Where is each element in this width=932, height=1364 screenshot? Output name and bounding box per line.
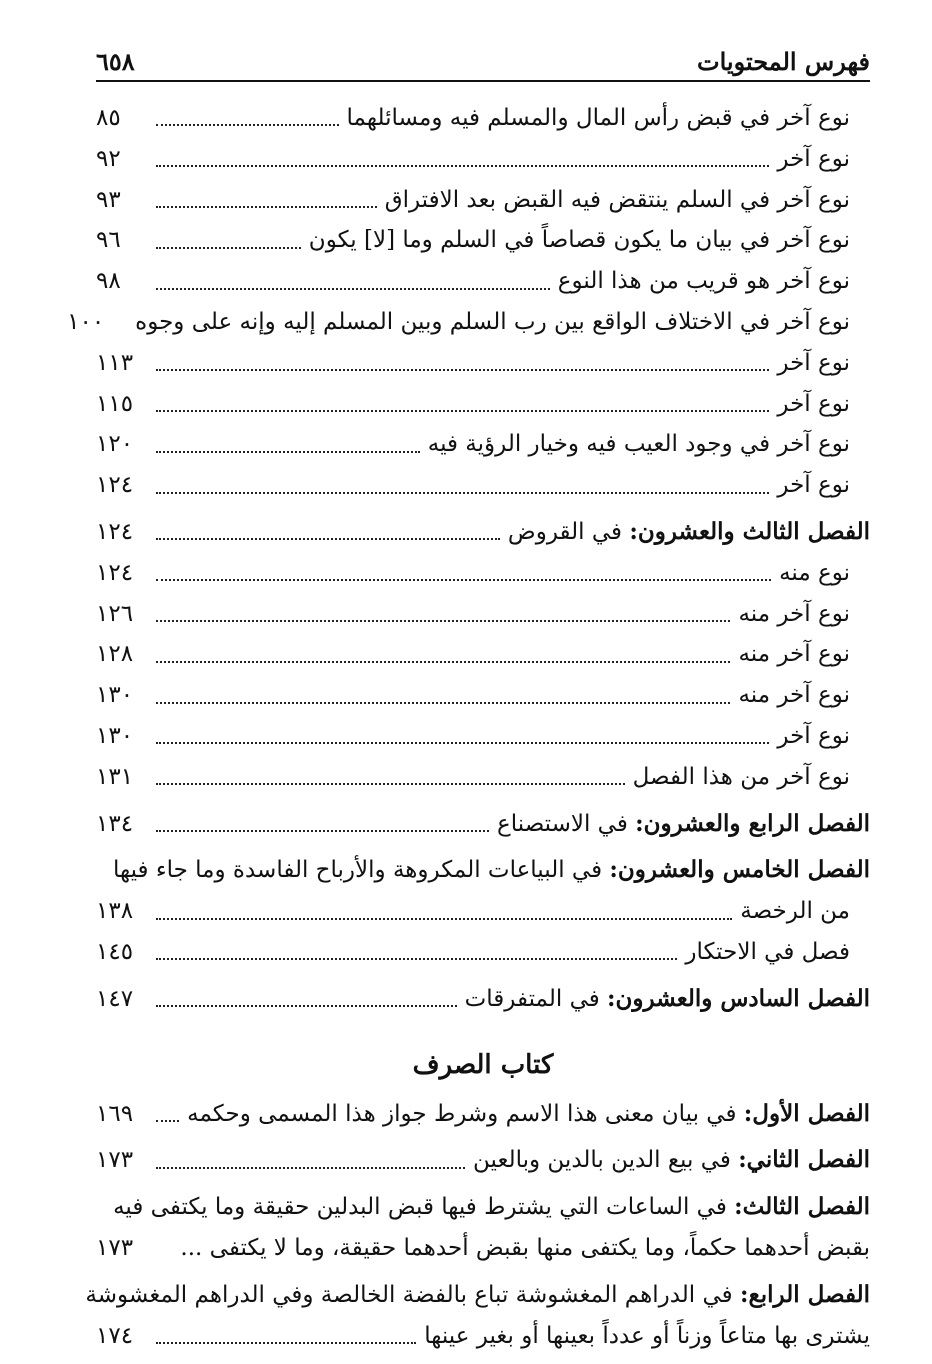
chapter-heading: الفصل الرابع: [739,1280,870,1308]
dot-leader [156,740,769,744]
entry-page: ١٢٦ [96,600,134,627]
chapter-title [187,1094,870,1135]
entry-page: ٩٣ [96,186,121,213]
dot-leader [156,828,489,832]
entry-title: نوع آخر منه [738,641,850,668]
chapter-title [113,1187,870,1228]
dot-leader [156,577,771,581]
toc-entry[interactable] [96,180,870,221]
chapter-subject: في الاستصناع [497,810,628,837]
entry-page: ١٧٣ [96,1147,134,1174]
chapter-subject: في بيان معنى هذا الاسم وشرط جواز هذا المسمى وحكمه [187,1100,737,1127]
entry-title: نوع آخر في الاختلاف الواقع بين رب السلم وبين المسلم إليه وإنه على وجوه [135,308,850,335]
table-of-contents [67,98,870,1356]
chapter-heading: الفصل الثاني: [738,1146,870,1174]
dot-leader [156,367,769,371]
chapter-heading: الفصل الثالث: [734,1193,870,1221]
chapter-title [508,512,870,553]
entry-page: ١٠٠ [67,308,105,335]
entry-title: نوع آخر في قبض رأس المال والمسلم فيه ومسائلهما [346,105,850,131]
toc-chapter-continuation[interactable] [96,1316,870,1357]
toc-entry[interactable] [67,302,870,343]
dot-leader [156,700,730,704]
toc-chapter-continuation[interactable] [96,891,870,932]
dot-leader [156,1165,465,1169]
toc-chapter[interactable] [85,1275,870,1316]
toc-chapter[interactable] [96,804,870,845]
entry-title: نوع آخر [777,722,850,749]
dot-leader [156,781,625,785]
entry-page: ١٣٠ [96,682,134,709]
toc-chapter[interactable] [96,979,870,1020]
chapter-title [473,1140,870,1181]
running-title: فهرس المحتويات [696,47,870,76]
entry-title: نوع آخر [777,390,850,417]
chapter-subject: في المتفرقات [464,985,600,1012]
toc-entry[interactable] [96,261,870,302]
dot-leader [156,245,301,249]
entry-page: ١٣٨ [96,898,134,925]
entry-title: فصل في الاحتكار [685,938,850,965]
toc-entry[interactable] [96,343,870,384]
chapter-subject: في الساعات التي يشترط فيها قبض البدلين حقيقة وما يكتفى فيه [113,1194,727,1221]
toc-chapter[interactable] [96,1187,870,1228]
toc-chapter[interactable] [96,850,870,891]
entry-page: ١٧٤ [96,1322,134,1349]
entry-page: ١٤٥ [96,938,134,965]
toc-entry[interactable] [96,675,870,716]
book-title: كتاب الصرف [412,1049,554,1080]
entry-title: نوع آخر [777,472,850,499]
toc-entry[interactable] [96,465,870,506]
toc-entry[interactable] [96,634,870,675]
dot-leader [156,490,769,494]
toc-entry[interactable] [96,932,870,973]
entry-page: ١٧٣ [96,1234,134,1261]
dot-leader [156,286,550,290]
entry-title: يشترى بها متاعاً وزناً أو عدداً بعينها أو بغير عينها [424,1322,870,1349]
entry-page: ١٢٤ [96,559,134,586]
entry-title: بقبض أحدهما حكماً، وما يكتفى منها بقبض أحدهما حقيقة، وما لا يكتفى ... [180,1234,870,1261]
chapter-title [113,850,870,891]
chapter-subject: في القروض [507,518,623,545]
chapter-subject: في البياعات المكروهة والأرباح الفاسدة وما جاء فيها [112,857,603,884]
toc-chapter-continuation[interactable] [96,1228,870,1269]
toc-entry[interactable] [96,594,870,635]
toc-chapter[interactable] [96,512,870,553]
chapter-subject: في الدراهم المغشوشة تباع بالفضة الخالصة وفي الدراهم المغشوشة [85,1281,733,1308]
entry-title: من الرخصة [740,898,850,925]
toc-entry[interactable] [96,220,870,261]
dot-leader [156,449,420,453]
entry-page: ١٢٠ [96,431,134,458]
chapter-title [497,804,870,845]
dot-leader [156,408,769,412]
toc-entry[interactable] [96,139,870,180]
entry-title: نوع آخر منه [738,600,850,627]
dot-leader [156,1340,416,1344]
dot-leader [156,204,377,208]
dot-leader [156,916,732,920]
dot-leader [156,618,730,622]
entry-page: ١٢٤ [96,518,134,545]
dot-leader [156,122,339,126]
entry-title: نوع آخر [777,145,850,172]
chapter-heading: الفصل السادس والعشرون: [607,984,870,1012]
dot-leader [156,1253,172,1255]
entry-title: نوع منه [779,559,850,586]
chapter-heading: الفصل الرابع والعشرون: [635,809,870,837]
toc-chapter[interactable] [96,1140,870,1181]
entry-page: ٩٢ [96,145,121,172]
page-header [96,36,870,82]
entry-page: ١٣٠ [96,722,134,749]
toc-entry[interactable] [96,384,870,425]
entry-page: ١٣٤ [96,810,134,837]
entry-page: ١١٣ [96,349,134,376]
dot-leader [156,536,500,540]
toc-entry[interactable] [96,424,870,465]
toc-entry[interactable] [96,716,870,757]
entry-title: نوع آخر منه [738,682,850,709]
dot-leader [156,1118,179,1122]
entry-title: نوع آخر في السلم ينتقض فيه القبض بعد الافتراق [384,186,850,213]
chapter-heading: الفصل الثالث والعشرون: [629,517,870,545]
toc-entry[interactable] [96,757,870,798]
dot-leader [156,659,730,663]
entry-title: نوع آخر في وجود العيب فيه وخيار الرؤية فيه [427,431,850,458]
entry-page: ٩٦ [96,227,121,254]
entry-page: ١٤٧ [96,985,134,1012]
page-number: ٦٥٨ [96,47,135,76]
entry-title: نوع آخر [777,349,850,376]
entry-title: نوع آخر هو قريب من هذا النوع [557,268,850,295]
entry-page: ١٣١ [96,763,134,790]
chapter-title [85,1275,870,1316]
entry-page: ١١٥ [96,390,134,417]
toc-chapter[interactable] [96,1094,870,1135]
chapter-heading: الفصل الأول: [743,1099,870,1127]
toc-entry[interactable] [96,98,870,139]
dot-leader [156,1003,457,1007]
entry-page: ١٦٩ [96,1100,134,1127]
entry-page: ١٢٤ [96,472,134,499]
toc-entry[interactable] [96,553,870,594]
dot-leader [156,956,677,960]
chapter-subject: في بيع الدين بالدين وبالعين [473,1147,731,1174]
chapter-heading: الفصل الخامس والعشرون: [609,856,870,884]
entry-page: ٨٥ [96,105,121,131]
chapter-title [465,979,870,1020]
entry-page: ٩٨ [96,268,121,295]
entry-title: نوع آخر من هذا الفصل [632,763,850,790]
dot-leader [156,163,769,167]
entry-page: ١٢٨ [96,641,134,668]
entry-title: نوع آخر في بيان ما يكون قصاصاً في السلم وما [لا] يكون [308,227,850,254]
